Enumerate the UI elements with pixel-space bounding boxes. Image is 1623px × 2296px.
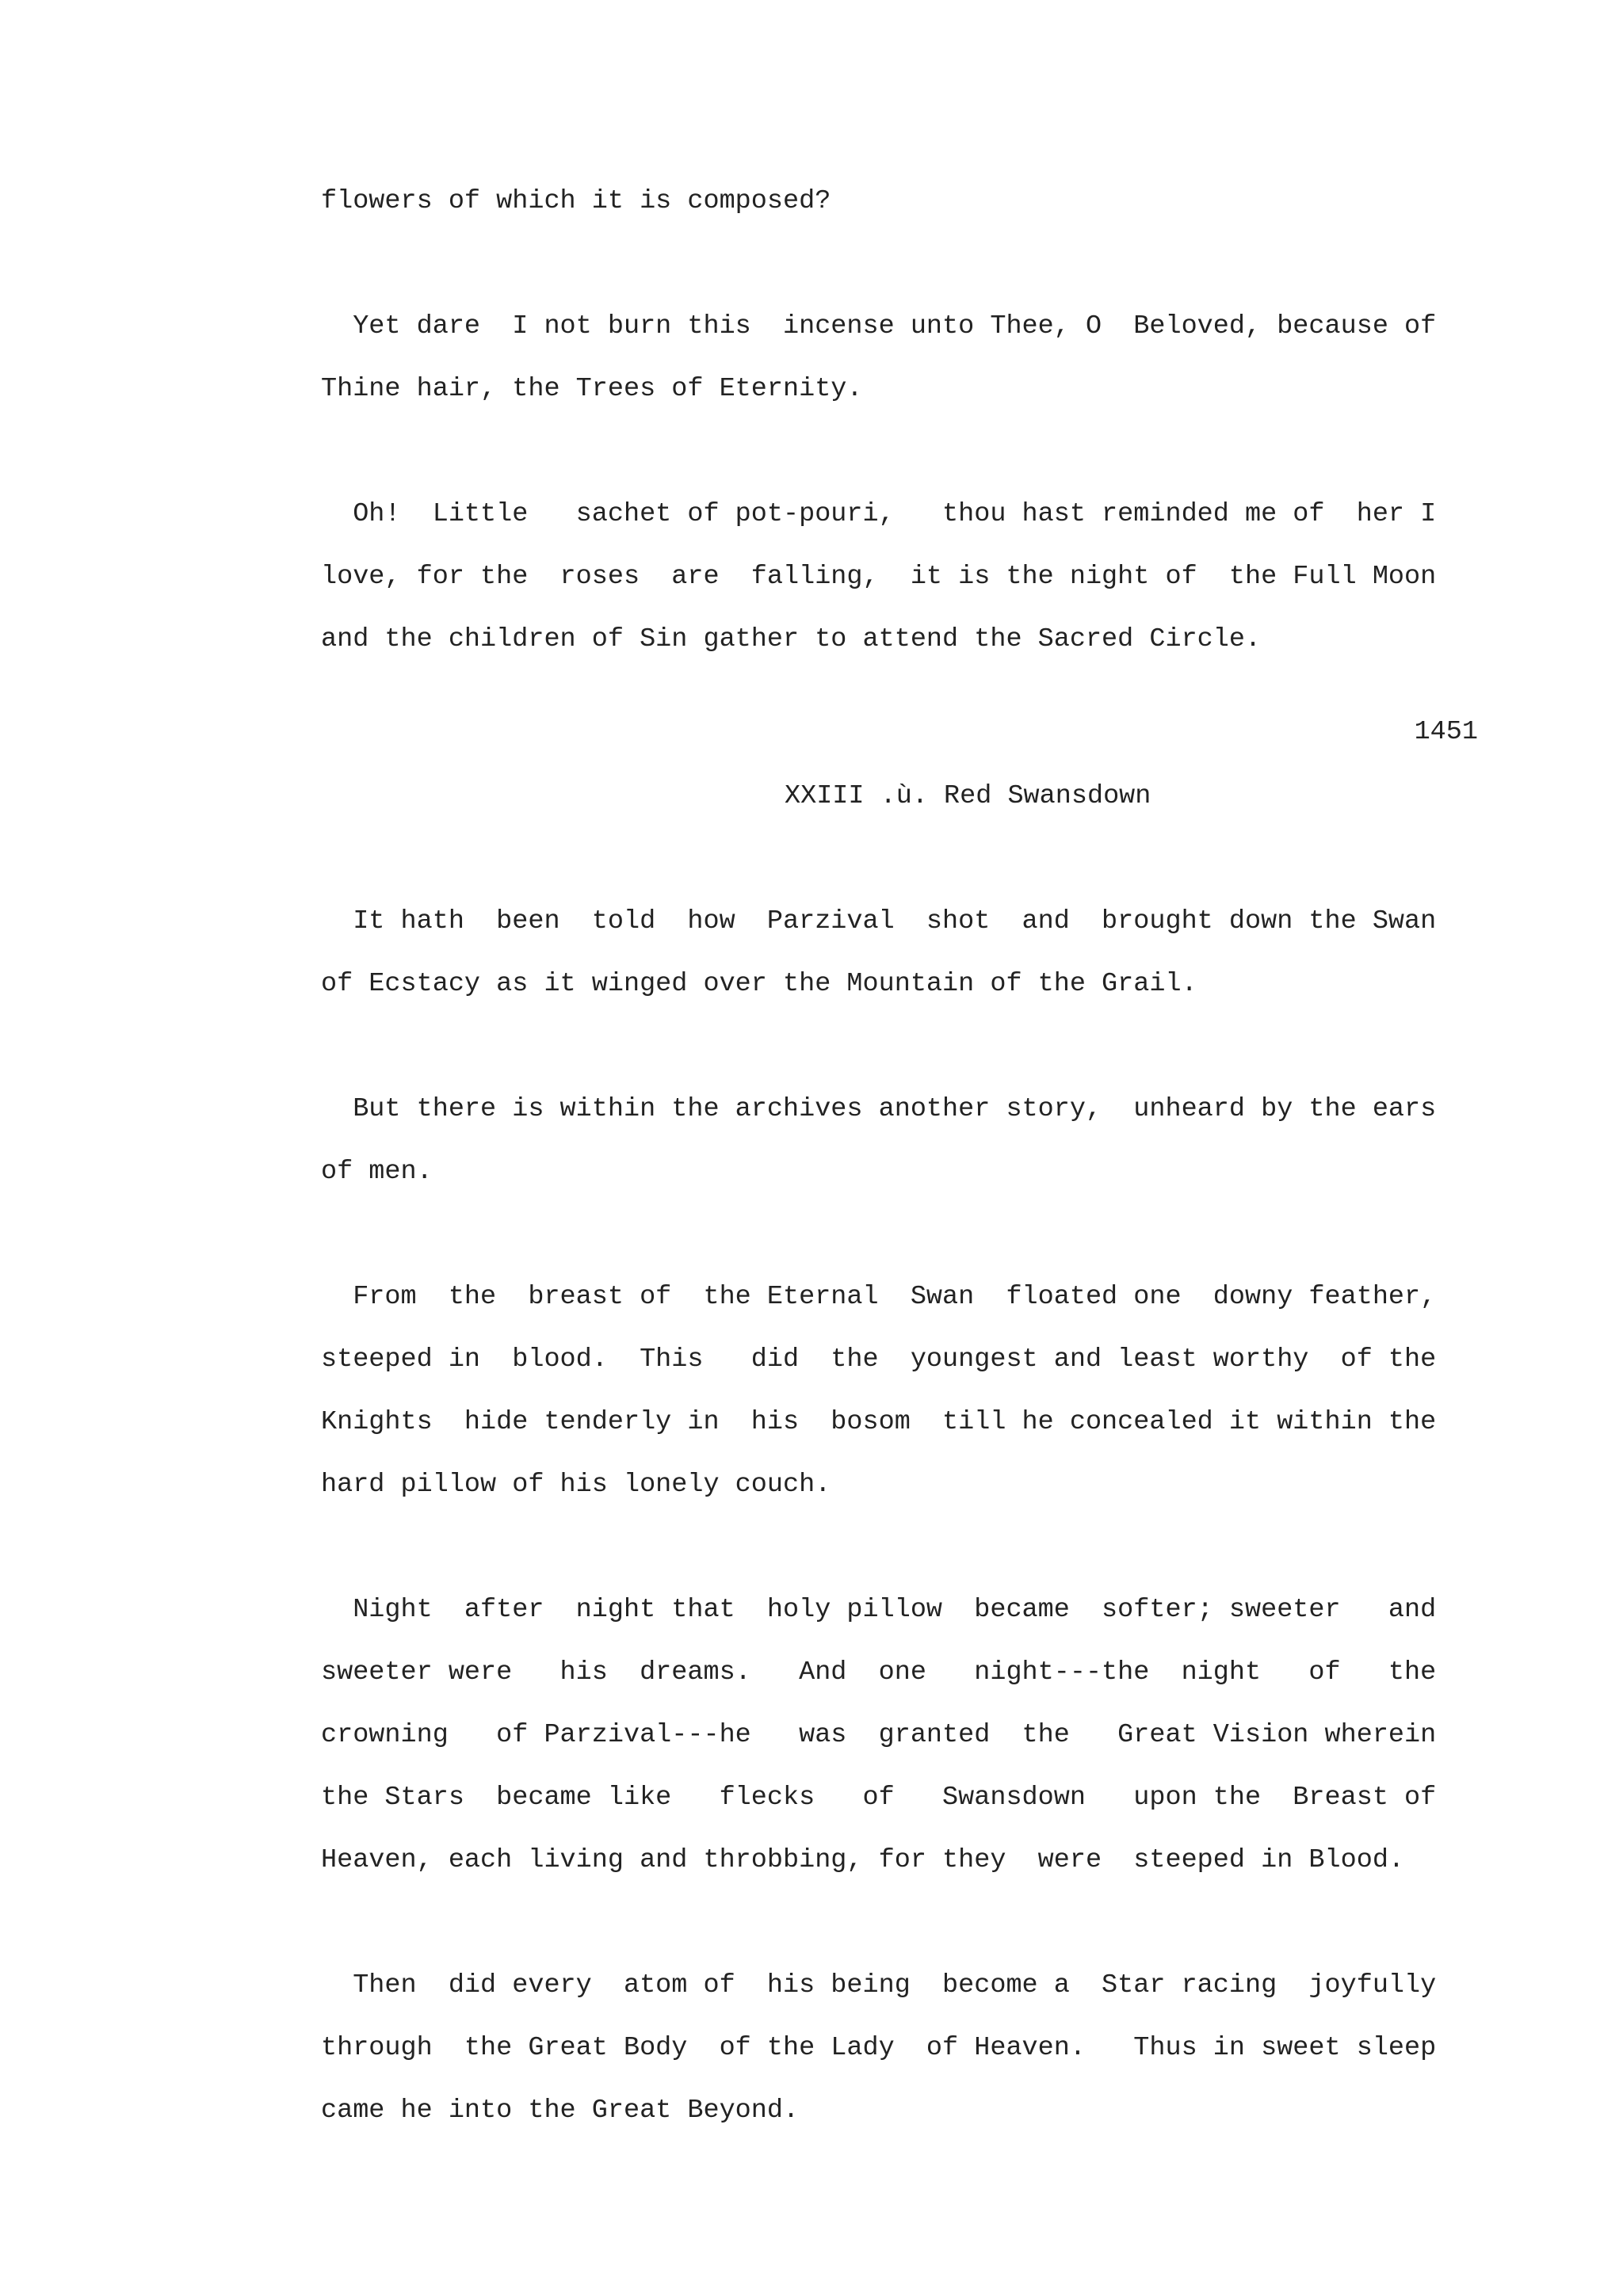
text-line: Knights hide tenderly in his bosom till he concealed it within the <box>321 1407 1437 1437</box>
text-line: Night after night that holy pillow became softer; sweeter and <box>321 1595 1437 1625</box>
text-line: steeped in blood. This did the youngest and least worthy of the <box>321 1344 1437 1375</box>
text-line: and the children of Sin gather to attend the Sacred Circle. <box>321 624 1262 654</box>
text-line: hard pillow of his lonely couch. <box>321 1470 831 1500</box>
section-heading: XXIII .ù. Red Swansdown <box>785 781 1151 811</box>
text-line: Then did every atom of his being become a Star racing joyfully <box>321 1970 1437 2000</box>
text-line: From the breast of the Eternal Swan floated one downy feather, <box>321 1282 1437 1312</box>
text-line: sweeter were his dreams. And one night---the night of the <box>321 1657 1437 1688</box>
text-line: the Stars became like flecks of Swansdown upon the Breast of <box>321 1783 1437 1813</box>
text-line: through the Great Body of the Lady of Heaven. Thus in sweet sleep <box>321 2033 1437 2063</box>
text-line: Thine hair, the Trees of Eternity. <box>321 374 863 404</box>
text-line: came he into the Great Beyond. <box>321 2096 800 2126</box>
page-number: 1451 <box>1414 717 1478 747</box>
text-line: of Ecstacy as it winged over the Mountain of the Grail. <box>321 969 1197 999</box>
text-line: But there is within the archives another story, unheard by the ears <box>321 1094 1437 1124</box>
text-line: Heaven, each living and throbbing, for they were steeped in Blood. <box>321 1845 1405 1875</box>
text-line: Yet dare I not burn this incense unto Thee, O Beloved, because of <box>321 311 1437 341</box>
text-line: love, for the roses are falling, it is the night of the Full Moon <box>321 562 1437 592</box>
text-line: It hath been told how Parzival shot and brought down the Swan <box>321 906 1437 936</box>
text-line: Oh! Little sachet of pot-pouri, thou hast reminded me of her I <box>321 499 1437 529</box>
text-line: of men. <box>321 1157 433 1187</box>
text-line: flowers of which it is composed? <box>321 186 831 216</box>
text-line: crowning of Parzival---he was granted the Great Vision wherein <box>321 1720 1437 1750</box>
